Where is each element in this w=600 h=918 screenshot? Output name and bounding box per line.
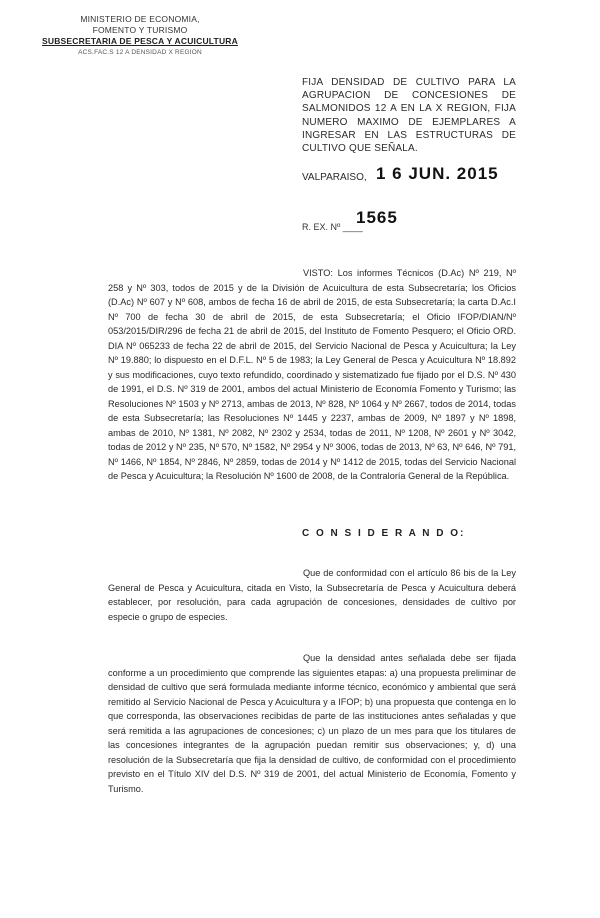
considerando-paragraph-2 — [108, 651, 516, 796]
paragraph-1-lead: Que de conformidad con el artículo 86 bis de la — [303, 568, 499, 578]
resolution-label: R. EX. Nº ____ — [302, 222, 363, 232]
visto-body: 258 y Nº 303, todos de 2015 y de la División de Acuicultura de esta Subsecretaría; los Oficios (D.Ac) Nº 607 y Nº 608, ambos de fecha 16 de abril de 2015, de esta Subsecretaría; la carta D.Ac.I Nº 700 de fecha 30 de abril de 2015, de esta Subsecretaría; el Oficio IFOP/DIAN/Nº 053/2015/DIR/296 de fecha 21 de abril de 2015, del Instituto de Fomento Pesquero; el Oficio ORD. DIA Nº 065233 de fecha 22 de abril de 2015, del Servicio Nacional de Pesca y Acuicultura; la Ley Nº 19.880; lo dispuesto en el D.F.L. Nº 5 de 1983; la Ley General de Pesca y Acuicultura Nº 18.892 y sus modificaciones, cuyo texto refundido, coordinado y sistematizado fue fijado por el D.S. Nº 430 de 1991, el D.S. Nº 319 de 2001, ambos del actual Ministerio de Economía Fomento y Turismo; las Resoluciones Nº 1503 y Nº 2713, ambas de 2013, Nº 828, Nº 1064 y Nº 2667, todos de 2014, todas de esta Subsecretaría; las Resoluciones Nº 1445 y 2237, ambas de 2009, Nº 1897 y Nº 1898, ambas de 2010, Nº 1381, Nº 2082, Nº 2302 y 2534, todas de 2011, Nº 1208, Nº 2601 y Nº 3042, todas de 2012 y Nº 235, Nº 570, Nº 1582, Nº 2954 y Nº 3006, todas de 2013, Nº 63, Nº 646, Nº 791, Nº 1466, Nº 1854, Nº 2846, Nº 2859, todas de 2014 y Nº 1412 de 2015, todas del Servicio Nacional de Pesca y Acuicultura; la Resolución Nº 1600 de 2008, de la Contraloría General de la República. — [108, 282, 516, 481]
date-stamp: 1 6 JUN. 2015 — [376, 164, 499, 183]
paragraph-2-lead: Que la densidad antes señalada debe ser fijada — [303, 653, 516, 663]
resolution-title: FIJA DENSIDAD DE CULTIVO PARA LA AGRUPACION DE CONCESIONES DE SALMONIDOS 12 A EN LA X REGION, FIJA NUMERO MAXIMO DE EJEMPLARES A INGRESAR EN LAS ESTRUCTURAS DE CULTIVO QUE SEÑALA. — [302, 77, 516, 155]
subsecretaria-line: SUBSECRETARIA DE PESCA Y ACUICULTURA — [42, 36, 238, 46]
considerando-heading: C O N S I D E R A N D O: — [302, 528, 466, 539]
reference-line: ACS.FAC.S 12 A DENSIDAD X REGION — [78, 49, 202, 56]
paragraph-2-body: conforme a un procedimiento que comprende las siguientes etapas: a) una propuesta preliminar de densidad de cultivo que será formulada mediante informe técnico, económico y ambiental que será remitido al Servicio Nacional de Pesca y Acuicultura y a IFOP; b) una propuesta que contenga en lo que corresponda, las observaciones recibidas de parte de las instituciones antes señaladas y que será remitida a las agrupaciones de concesiones; c) un plazo de un mes para que los titulares de las concesiones integrantes de la agrupación puedan remitir sus observaciones; y, d) una resolución de la Subsecretaría que fija la densidad de cultivo, de conformidad con el procedimiento previsto en el Título XIV del D.S. Nº 319 de 2001, del actual Ministerio de Economía, Fomento y Turismo. — [108, 667, 516, 794]
visto-paragraph — [108, 266, 516, 484]
visto-lead: VISTO: Los informes Técnicos (D.Ac) Nº 219, Nº — [303, 268, 516, 278]
paragraph-1-body: Ley General de Pesca y Acuicultura, citada en Visto, la Subsecretaría de Pesca y Acuicultura deberá establecer, por resolución, para cada agrupación de concesiones, densidades de cultivo por especie o grupo de especies. — [108, 568, 516, 622]
considerando-paragraph-1 — [108, 566, 516, 624]
place-label: VALPARAISO, — [302, 172, 367, 183]
ministry-line-1: MINISTERIO DE ECONOMIA, — [80, 14, 200, 24]
letterhead — [30, 14, 250, 58]
resolution-number: 1565 — [356, 208, 398, 227]
ministry-line-2: FOMENTO Y TURISMO — [92, 25, 188, 35]
